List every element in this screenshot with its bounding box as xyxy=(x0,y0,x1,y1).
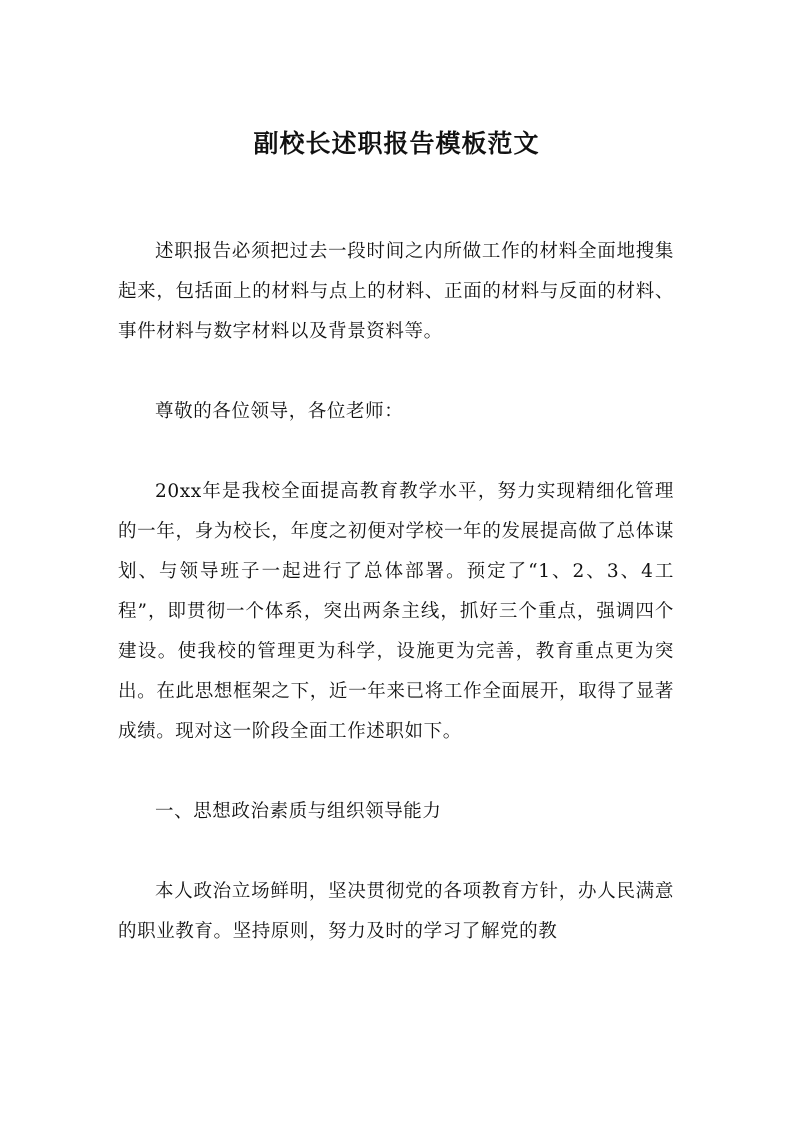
paragraph-gap xyxy=(118,352,674,392)
paragraph-gap xyxy=(118,432,674,472)
salutation: 尊敬的各位领导，各位老师： xyxy=(155,401,404,422)
document-body xyxy=(118,232,674,952)
overview-paragraph: 20xx年是我校全面提高教育教学水平，努力实现精细化管理的一年，身为校长，年度之初便对学校一年的发展提高做了总体谋划、与领导班子一起进行了总体部署。预定了“1、2、3、4工程”，即贯彻一个体系，突出两条主线，抓好三个重点，强调四个建设。使我校的管理更为科学，设施更为完善，教育重点更为突出。在此思想框架之下，近一年来已将工作全面展开，取得了显著成绩。现对这一阶段全面工作述职如下。 xyxy=(118,481,674,742)
paragraph-gap xyxy=(118,752,674,792)
page-title: 副校长述职报告模板范文 xyxy=(253,129,540,158)
intro-paragraph: 述职报告必须把过去一段时间之内所做工作的材料全面地搜集起来，包括面上的材料与点上的材料、正面的材料与反面的材料、事件材料与数字材料以及背景资料等。 xyxy=(118,241,674,342)
paragraph-gap xyxy=(118,832,674,872)
section-heading: 一、思想政治素质与组织领导能力 xyxy=(155,801,442,822)
section-paragraph: 本人政治立场鲜明，坚决贯彻党的各项教育方针，办人民满意的职业教育。坚持原则，努力及时的学习了解党的教 xyxy=(118,881,674,942)
